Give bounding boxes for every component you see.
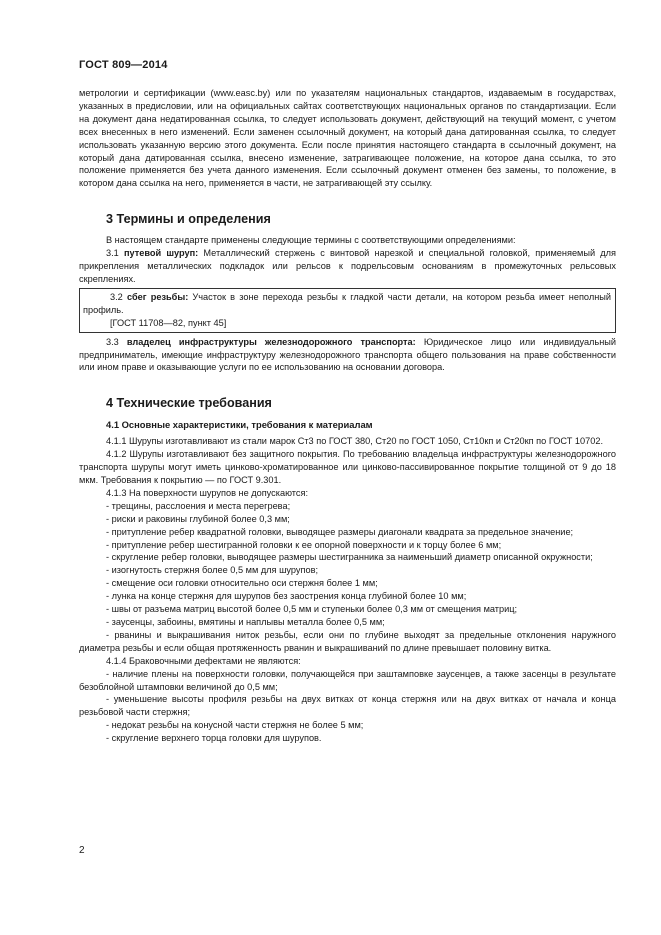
list-item: - наличие плены на поверхности головки, получающейся при заштамповке заусенцев, а также засенцы в результате безоблойной штамповки величиной до 0,5 мм; — [79, 668, 616, 692]
section-3-lead: В настоящем стандарте применены следующие термины с соответствующими определениями: — [106, 235, 516, 246]
document-header: ГОСТ 809—2014 — [79, 59, 168, 71]
non-defects-list — [79, 668, 616, 745]
list-item: - недокат резьбы на конусной части стержня не более 5 мм; — [106, 720, 364, 731]
list-item: - уменьшение высоты профиля резьбы на двух витках от конца стержня или на двух витках от начала и конца резьбовой части стержня; — [79, 694, 616, 718]
term-3-2-name: сбег резьбы: — [126, 291, 189, 302]
intro-paragraph: метрологии и сертификации (www.easc.by) или по указателям национальных стандартов, издаваемым в государствах, указанных в предисловии, или на официальных сайтах соответствующих национальных органов по стандартизации. Если на документ дана недатированная ссылка, то следует использовать документ, действующий на текущий момент, с учетом всех внесенных в него изменений. Если заменен ссылочный документ, на который дана датированная ссылка, то следует использовать указанную версию этого документа. Если после принятия настоящего стандарта в ссылочный документ, на который дана датированная ссылка, внесено изменение, затрагивающее положение, на которое дана ссылка, то это положение применяется без учета данного изменения. Если ссылочный документ отменен без замены, то положение, в котором дана ссылка на него, применяется в части, не затрагивающей эту ссылку. — [79, 88, 616, 189]
term-3-3 — [79, 336, 616, 375]
term-3-1-name: путевой шуруп: — [123, 248, 199, 259]
term-3-3-definition: Юридическое лицо или индивидуальный предприниматель, имеющие инфраструктуру железнодорожного транспорта общего пользования на праве собственности или ином праве и оказывающие услуги по ее использованию на основании договора. — [79, 336, 617, 373]
document-body — [79, 87, 616, 745]
clause-4-1-3: 4.1.3 На поверхности шурупов не допускаются: — [106, 487, 309, 498]
term-3-3-number: 3.3 — [106, 336, 127, 347]
list-item: - смещение оси головки относительно оси стержня более 1 мм; — [106, 578, 378, 589]
list-item: - швы от разъема матриц высотой более 0,5 мм и ступеньки более 0,3 мм от смещения матриц; — [106, 604, 518, 615]
subsection-4-1-heading: 4.1 Основные характеристики, требования к материалам — [106, 419, 373, 431]
list-item: - изогнутость стержня более 0,5 мм для шурупов; — [106, 565, 319, 576]
clause-4-1-1: 4.1.1 Шурупы изготавливают из стали марок Ст3 по ГОСТ 380, Ст20 по ГОСТ 1050, Ст10кп и Ст20кп по ГОСТ 10702. — [106, 436, 604, 447]
clause-4-1-4: 4.1.4 Браковочными дефектами не являются: — [106, 655, 301, 666]
term-3-1-definition: Металлический стержень с винтовой нарезкой и специальной головкой, применяемый для прикрепления металлических подкладок или рельсов к подрельсовым основаниям в промежуточных рельсовых скреплениях. — [79, 248, 616, 284]
section-3-heading: 3 Термины и определения — [106, 212, 271, 227]
list-item: - притупление ребер квадратной головки, выводящее размеры диагонали квадрата за предельное значение; — [106, 526, 574, 537]
term-3-2-number: 3.2 — [110, 291, 127, 302]
page-number: 2 — [79, 845, 85, 856]
list-item: - трещины, расслоения и места перегрева; — [106, 500, 291, 511]
term-3-2 — [83, 291, 611, 317]
list-item: - заусенцы, забоины, вмятины и наплывы металла более 0,5 мм; — [106, 617, 385, 627]
term-3-3-name: владелец инфраструктуры железнодорожного транспорта: — [126, 336, 416, 347]
term-3-2-definition: Участок в зоне перехода резьбы к гладкой части детали, на котором резьба имеет неполный профиль. — [83, 291, 611, 315]
list-item: - рванины и выкрашивания ниток резьбы, если они по глубине выходят за предельные отклонения наружного диаметра резьбы и если общая протяженность рванин и выкрашиваний по длине превышает половину витка. — [79, 629, 616, 653]
list-item: - притупление ребер шестигранной головки к ее опорной поверхности и к торцу более 6 мм; — [106, 539, 502, 550]
term-3-1 — [79, 247, 616, 286]
defects-list — [79, 500, 616, 655]
term-3-2-box — [79, 288, 616, 333]
list-item: - риски и раковины глубиной более 0,3 мм; — [106, 513, 290, 524]
list-item: - скругление верхнего торца головки для шурупов. — [106, 733, 322, 744]
list-item: - скругление ребер головки, выводящее размеры шестигранника за наименьший диаметр описанной окружности; — [106, 552, 593, 563]
clause-4-1-2: 4.1.2 Шурупы изготавливают без защитного покрытия. По требованию владельца инфраструктуры железнодорожного транспорта шурупы могут иметь цинково-хроматированное или цинково-пассивированное покрытие толщиной от 9 до 18 мкм. Требования к покрытию — по ГОСТ 9.301. — [79, 449, 616, 486]
section-4-heading: 4 Технические требования — [106, 396, 272, 411]
list-item: - лунка на конце стержня для шурупов без заострения конца глубиной более 10 мм; — [106, 591, 467, 602]
term-3-2-reference: [ГОСТ 11708—82, пункт 45] — [110, 317, 227, 328]
term-3-1-number: 3.1 — [106, 248, 124, 259]
